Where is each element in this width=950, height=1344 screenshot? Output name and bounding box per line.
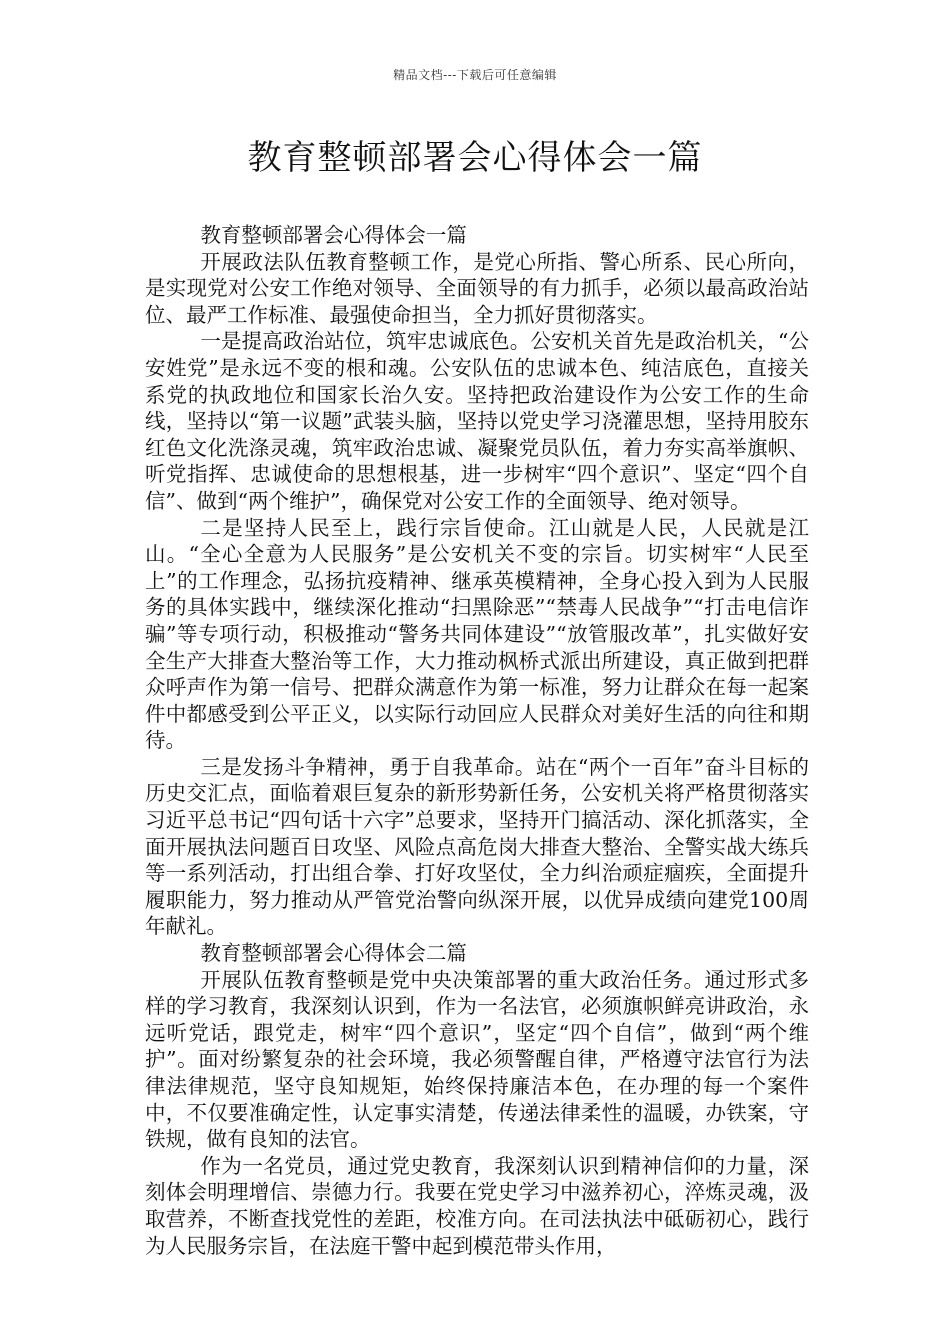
paragraph: 二是坚持人民至上，践行宗旨使命。江山就是人民，人民就是江山。“全心全意为人民服务”是公安机关不变的宗旨。切实树牢“人民至上”的工作理念，弘扬抗疫精神、继承英模精神，全身心投入到为人民服务的具体实践中，继续深化推动“扫黑除恶”“禁毒人民战争”“打击电信诈骗”等专项行动，积极推动“警务共同体建设”“放管服改革”，扎实做好安全生产大排查大整治等工作，大力推动枫桥式派出所建设，真正做到把群众呼声作为第一信号、把群众满意作为第一标准，努力让群众在每一起案件中都感受到公平正义，以实际行动回应人民群众对美好生活的向往和期待。 <box>145 515 809 753</box>
paragraph: 作为一名党员，通过党史教育，我深刻认识到精神信仰的力量，深刻体会明理增信、崇德力行。我要在党史学习中滋养初心，淬炼灵魂，汲取营养，不断查找党性的差距，校准方向。在司法执法中砥砺初心，践行为人民服务宗旨，在法庭干警中起到模范带头作用， <box>145 1153 809 1258</box>
subheading-part-two: 教育整顿部署会心得体会二篇 <box>200 941 467 966</box>
paragraph: 开展队伍教育整顿是党中央决策部署的重大政治任务。通过形式多样的学习教育，我深刻认识到，作为一名法官，必须旗帜鲜亮讲政治，永远听党话，跟党走，树牢“四个意识”，坚定“四个自信”，做到“两个维护”。面对纷繁复杂的社会环境，我必须警醒自律，严格遵守法官行为法律法律规范，坚守良知规矩，始终保持廉洁本色，在办理的每一个案件中，不仅要准确定性，认定事实清楚，传递法律柔性的温暖，办铁案，守铁规，做有良知的法官。 <box>145 967 809 1152</box>
document-title: 教育整顿部署会心得体会一篇 <box>247 138 703 178</box>
paragraph: 开展政法队伍教育整顿工作，是党心所指、警心所系、民心所向，是实现党对公安工作绝对领导、全面领导的有力抓手，必须以最高政治站位、最严工作标准、最强使命担当，全力抓好贯彻落实。 <box>145 249 809 327</box>
header-note: 精品文档---下载后可任意编辑 <box>393 68 557 82</box>
subheading-part-one: 教育整顿部署会心得体会一篇 <box>200 223 467 247</box>
paragraph: 三是发扬斗争精神，勇于自我革命。站在“两个一百年”奋斗目标的历史交汇点，面临着艰巨复杂的新形势新任务，公安机关将严格贯彻落实习近平总书记“四句话十六字”总要求，坚持开门搞活动、深化抓落实，全面开展执法问题百日攻坚、风险点高危岗大排查大整治、全警实战大练兵等一系列活动，打出组合拳、打好攻坚仗，全力纠治顽症痼疾，全面提升履职能力，努力推动从严管党治警向纵深开展，以优异成绩向建党100周年献礼。 <box>145 754 809 939</box>
document-body <box>145 222 809 1259</box>
paragraph: 一是提高政治站位，筑牢忠诚底色。公安机关首先是政治机关，“公安姓党”是永远不变的根和魂。公安队伍的忠诚本色、纯洁底色，直接关系党的执政地位和国家长治久安。坚持把政治建设作为公安工作的生命线，坚持以“第一议题”武装头脑，坚持以党史学习浇灌思想，坚持用胶东红色文化洗涤灵魂，筑牢政治忠诚、凝聚党员队伍，着力夯实高举旗帜、听党指挥、忠诚使命的思想根基，进一步树牢“四个意识”、坚定“四个自信”、做到“两个维护”，确保党对公安工作的全面领导、绝对领导。 <box>145 329 809 513</box>
